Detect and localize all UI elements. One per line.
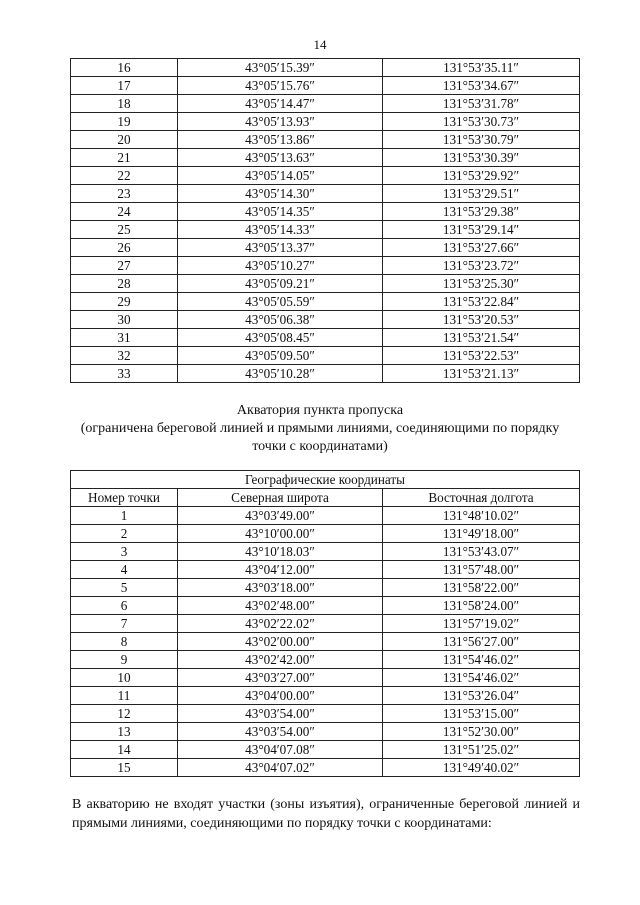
table-row xyxy=(71,275,580,293)
latitude-cell: 43°05′06.38″ xyxy=(178,311,383,329)
table-row xyxy=(71,257,580,275)
longitude-cell: 131°53′27.66″ xyxy=(383,239,580,257)
point-number-cell: 10 xyxy=(71,669,178,687)
latitude-cell: 43°04′07.08″ xyxy=(178,741,383,759)
point-number-cell: 3 xyxy=(71,543,178,561)
table-row xyxy=(71,615,580,633)
column-header-north-latitude: Северная широта xyxy=(178,489,383,507)
table-row xyxy=(71,579,580,597)
longitude-cell: 131°53′22.53″ xyxy=(383,347,580,365)
point-number-cell: 4 xyxy=(71,561,178,579)
table-row xyxy=(71,239,580,257)
point-number-cell: 26 xyxy=(71,239,178,257)
latitude-cell: 43°05′13.63″ xyxy=(178,149,383,167)
longitude-cell: 131°53′34.67″ xyxy=(383,77,580,95)
closing-paragraph: В акваторию не входят участки (зоны изъятия), ограниченные береговой линией и прямыми линиями, соединяющими по порядку точки с координатами: xyxy=(72,797,580,831)
latitude-cell: 43°10′00.00″ xyxy=(178,525,383,543)
point-number-cell: 14 xyxy=(71,741,178,759)
point-number-cell: 28 xyxy=(71,275,178,293)
table-row xyxy=(71,59,580,77)
longitude-cell: 131°53′30.39″ xyxy=(383,149,580,167)
latitude-cell: 43°05′14.30″ xyxy=(178,185,383,203)
table-row xyxy=(71,687,580,705)
latitude-cell: 43°04′07.02″ xyxy=(178,759,383,777)
coordinates-table-body xyxy=(71,59,580,383)
longitude-cell: 131°54′46.02″ xyxy=(383,669,580,687)
table-row xyxy=(71,95,580,113)
latitude-cell: 43°05′13.86″ xyxy=(178,131,383,149)
latitude-cell: 43°03′54.00″ xyxy=(178,723,383,741)
point-number-cell: 17 xyxy=(71,77,178,95)
longitude-cell: 131°57′19.02″ xyxy=(383,615,580,633)
point-number-cell: 8 xyxy=(71,633,178,651)
point-number-cell: 31 xyxy=(71,329,178,347)
table-row xyxy=(71,77,580,95)
header-group-row xyxy=(71,471,580,489)
longitude-cell: 131°58′22.00″ xyxy=(383,579,580,597)
section-heading xyxy=(40,402,600,456)
latitude-cell: 43°05′05.59″ xyxy=(178,293,383,311)
latitude-cell: 43°10′18.03″ xyxy=(178,543,383,561)
latitude-cell: 43°02′48.00″ xyxy=(178,597,383,615)
longitude-cell: 131°53′21.54″ xyxy=(383,329,580,347)
longitude-cell: 131°56′27.00″ xyxy=(383,633,580,651)
point-number-cell: 7 xyxy=(71,615,178,633)
table-row xyxy=(71,185,580,203)
latitude-cell: 43°02′42.00″ xyxy=(178,651,383,669)
point-number-cell: 22 xyxy=(71,167,178,185)
point-number-cell: 12 xyxy=(71,705,178,723)
longitude-cell: 131°53′29.51″ xyxy=(383,185,580,203)
point-number-cell: 6 xyxy=(71,597,178,615)
table-row xyxy=(71,561,580,579)
latitude-cell: 43°02′22.02″ xyxy=(178,615,383,633)
longitude-cell: 131°53′30.73″ xyxy=(383,113,580,131)
latitude-cell: 43°05′14.35″ xyxy=(178,203,383,221)
longitude-cell: 131°53′20.53″ xyxy=(383,311,580,329)
latitude-cell: 43°05′10.28″ xyxy=(178,365,383,383)
section-subtitle-line-1: (ограничена береговой линией и прямыми линиями, соединяющими по порядку xyxy=(80,421,560,436)
point-number-cell: 30 xyxy=(71,311,178,329)
point-number-cell: 19 xyxy=(71,113,178,131)
longitude-cell: 131°53′43.07″ xyxy=(383,543,580,561)
table-header xyxy=(71,471,580,507)
table-row xyxy=(71,131,580,149)
table-row xyxy=(71,293,580,311)
point-number-cell: 16 xyxy=(71,59,178,77)
longitude-cell: 131°54′46.02″ xyxy=(383,651,580,669)
longitude-cell: 131°53′23.72″ xyxy=(383,257,580,275)
longitude-cell: 131°49′18.00″ xyxy=(383,525,580,543)
section-subtitle-line-2: точки с координатами) xyxy=(252,439,388,454)
table-row xyxy=(71,723,580,741)
table-row xyxy=(71,669,580,687)
latitude-cell: 43°05′14.05″ xyxy=(178,167,383,185)
latitude-cell: 43°05′13.93″ xyxy=(178,113,383,131)
latitude-cell: 43°04′12.00″ xyxy=(178,561,383,579)
latitude-cell: 43°04′00.00″ xyxy=(178,687,383,705)
point-number-cell: 23 xyxy=(71,185,178,203)
table-row xyxy=(71,507,580,525)
table-row xyxy=(71,705,580,723)
table-row xyxy=(71,113,580,131)
longitude-cell: 131°53′25.30″ xyxy=(383,275,580,293)
longitude-cell: 131°53′31.78″ xyxy=(383,95,580,113)
point-number-cell: 13 xyxy=(71,723,178,741)
latitude-cell: 43°03′18.00″ xyxy=(178,579,383,597)
point-number-cell: 1 xyxy=(71,507,178,525)
longitude-cell: 131°57′48.00″ xyxy=(383,561,580,579)
table-row xyxy=(71,651,580,669)
point-number-cell: 21 xyxy=(71,149,178,167)
longitude-cell: 131°51′25.02″ xyxy=(383,741,580,759)
point-number-cell: 18 xyxy=(71,95,178,113)
latitude-cell: 43°03′27.00″ xyxy=(178,669,383,687)
latitude-cell: 43°05′10.27″ xyxy=(178,257,383,275)
table-row xyxy=(71,347,580,365)
latitude-cell: 43°05′09.50″ xyxy=(178,347,383,365)
column-header-east-longitude: Восточная долгота xyxy=(383,489,580,507)
coordinates-table-continued xyxy=(70,58,580,383)
longitude-cell: 131°53′30.79″ xyxy=(383,131,580,149)
longitude-cell: 131°53′29.14″ xyxy=(383,221,580,239)
latitude-cell: 43°05′14.33″ xyxy=(178,221,383,239)
longitude-cell: 131°49′40.02″ xyxy=(383,759,580,777)
longitude-cell: 131°53′26.04″ xyxy=(383,687,580,705)
table-row xyxy=(71,311,580,329)
group-header-geo-coordinates: Географические координаты xyxy=(71,471,580,489)
point-number-cell: 25 xyxy=(71,221,178,239)
water-area-coordinates-table xyxy=(70,470,580,777)
latitude-cell: 43°05′13.37″ xyxy=(178,239,383,257)
table-row xyxy=(71,525,580,543)
point-number-cell: 33 xyxy=(71,365,178,383)
latitude-cell: 43°03′54.00″ xyxy=(178,705,383,723)
point-number-cell: 15 xyxy=(71,759,178,777)
point-number-cell: 9 xyxy=(71,651,178,669)
water-area-table-body xyxy=(71,507,580,777)
point-number-cell: 11 xyxy=(71,687,178,705)
longitude-cell: 131°53′22.84″ xyxy=(383,293,580,311)
table-row xyxy=(71,543,580,561)
longitude-cell: 131°53′15.00″ xyxy=(383,705,580,723)
longitude-cell: 131°53′35.11″ xyxy=(383,59,580,77)
latitude-cell: 43°05′08.45″ xyxy=(178,329,383,347)
header-columns-row xyxy=(71,489,580,507)
point-number-cell: 2 xyxy=(71,525,178,543)
section-title: Акватория пункта пропуска xyxy=(236,403,404,418)
longitude-cell: 131°52′30.00″ xyxy=(383,723,580,741)
table-row xyxy=(71,149,580,167)
longitude-cell: 131°48′10.02″ xyxy=(383,507,580,525)
point-number-cell: 32 xyxy=(71,347,178,365)
table-row xyxy=(71,329,580,347)
table-row xyxy=(71,759,580,777)
longitude-cell: 131°53′21.13″ xyxy=(383,365,580,383)
table-row xyxy=(71,203,580,221)
latitude-cell: 43°05′15.39″ xyxy=(178,59,383,77)
latitude-cell: 43°05′09.21″ xyxy=(178,275,383,293)
column-header-point-number: Номер точки xyxy=(71,489,178,507)
latitude-cell: 43°02′00.00″ xyxy=(178,633,383,651)
table-row xyxy=(71,365,580,383)
table-row xyxy=(71,221,580,239)
longitude-cell: 131°53′29.92″ xyxy=(383,167,580,185)
latitude-cell: 43°03′49.00″ xyxy=(178,507,383,525)
longitude-cell: 131°53′29.38″ xyxy=(383,203,580,221)
point-number-cell: 27 xyxy=(71,257,178,275)
point-number-cell: 24 xyxy=(71,203,178,221)
point-number-cell: 20 xyxy=(71,131,178,149)
latitude-cell: 43°05′14.47″ xyxy=(178,95,383,113)
longitude-cell: 131°58′24.00″ xyxy=(383,597,580,615)
table-row xyxy=(71,633,580,651)
table-row xyxy=(71,167,580,185)
table-row xyxy=(71,597,580,615)
table-row xyxy=(71,741,580,759)
latitude-cell: 43°05′15.76″ xyxy=(178,77,383,95)
point-number-cell: 5 xyxy=(71,579,178,597)
page-number: 14 xyxy=(313,37,327,52)
point-number-cell: 29 xyxy=(71,293,178,311)
